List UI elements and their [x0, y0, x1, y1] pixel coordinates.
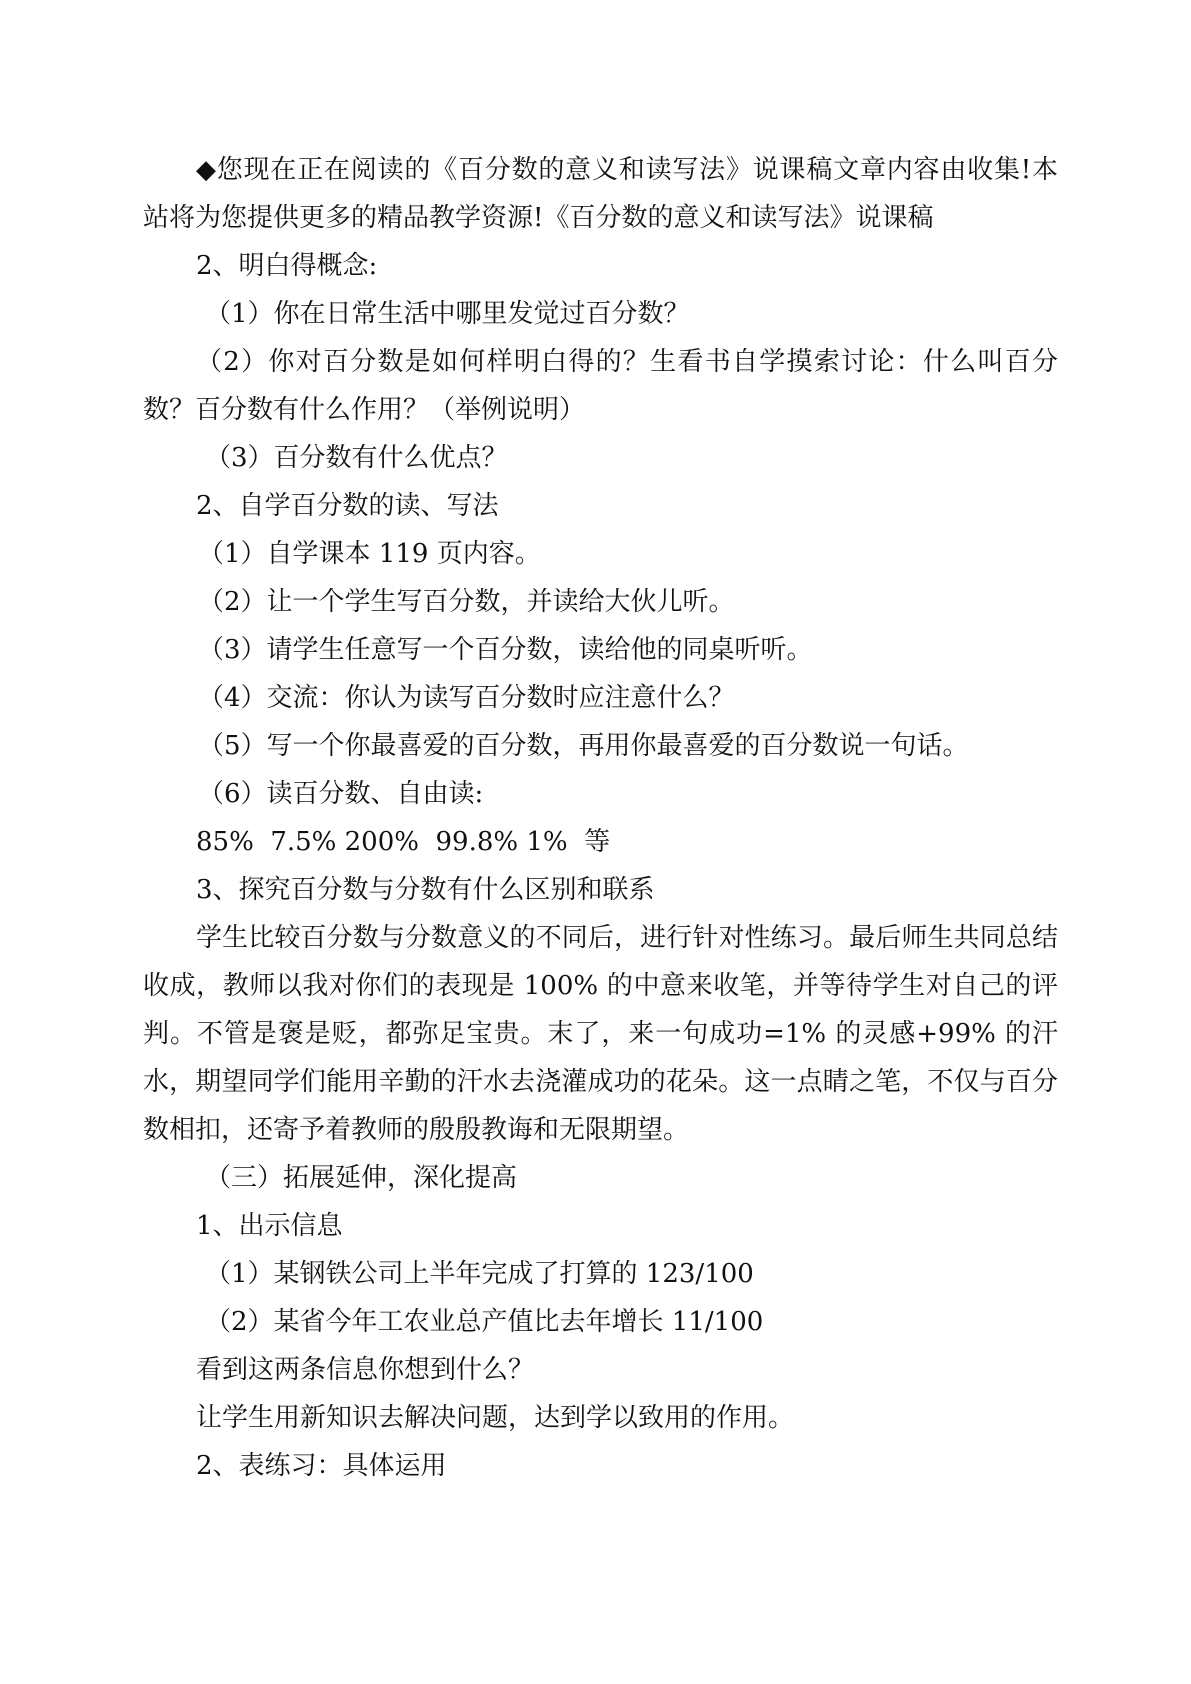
heading-self-study: 2、自学百分数的读、写法 — [196, 491, 499, 521]
intro-paragraph: ◆您现在正在阅读的《百分数的意义和读写法》说课稿文章内容由收集!本站将为您提供更多的精品教学资源!《百分数的意义和读写法》说课稿 — [143, 155, 1058, 233]
summary-paragraph: 学生比较百分数与分数意义的不同后，进行针对性练习。最后师生共同总结收成，教师以我对你们的表现是 100% 的中意来收笔，并等待学生对自己的评判。不管是褒是贬，都弥足宝贵。末了，来一句成功=1% 的灵感+99% 的汗水，期望同学们能用辛勤的汗水去浇灌成功的花朵。这一点睛之笔，不仅与百分数相扣，还寄予着教师的殷殷教诲和无限期望。 — [143, 923, 1058, 1145]
step-3: （3）请学生任意写一个百分数，读给他的同桌听听。 — [198, 635, 813, 665]
info-1: （1）某钢铁公司上半年完成了打算的 123/100 — [205, 1259, 754, 1289]
heading-explore-difference: 3、探究百分数与分数有什么区别和联系 — [196, 875, 655, 905]
prompt-question: 看到这两条信息你想到什么？ — [196, 1355, 535, 1385]
question-3: （3）百分数有什么优点？ — [205, 443, 508, 473]
document-body — [143, 146, 1058, 1490]
section-three-heading: （三）拓展延伸，深化提高 — [205, 1163, 518, 1193]
percent-examples: 85% 7.5% 200% 99.8% 1% 等 — [196, 827, 611, 857]
heading-exercise: 2、表练习：具体运用 — [196, 1451, 447, 1481]
info-2: （2）某省今年工农业总产值比去年增长 11/100 — [205, 1307, 764, 1337]
apply-knowledge: 让学生用新知识去解决问题，达到学以致用的作用。 — [196, 1403, 795, 1433]
question-2: （2）你对百分数是如何样明白得的？生看书自学摸索讨论：什么叫百分数？百分数有什么作用？（举例说明） — [143, 347, 1058, 425]
step-5: （5）写一个你最喜爱的百分数，再用你最喜爱的百分数说一句话。 — [198, 731, 969, 761]
heading-understand-concept: 2、明白得概念: — [196, 251, 378, 281]
heading-show-info: 1、出示信息 — [196, 1211, 343, 1241]
step-2: （2）让一个学生写百分数，并读给大伙儿听。 — [198, 587, 735, 617]
step-4: （4）交流：你认为读写百分数时应注意什么？ — [198, 683, 735, 713]
step-1: （1）自学课本 119 页内容。 — [198, 539, 541, 569]
question-1: （1）你在日常生活中哪里发觉过百分数？ — [205, 299, 690, 329]
step-6: （6）读百分数、自由读: — [198, 779, 484, 809]
